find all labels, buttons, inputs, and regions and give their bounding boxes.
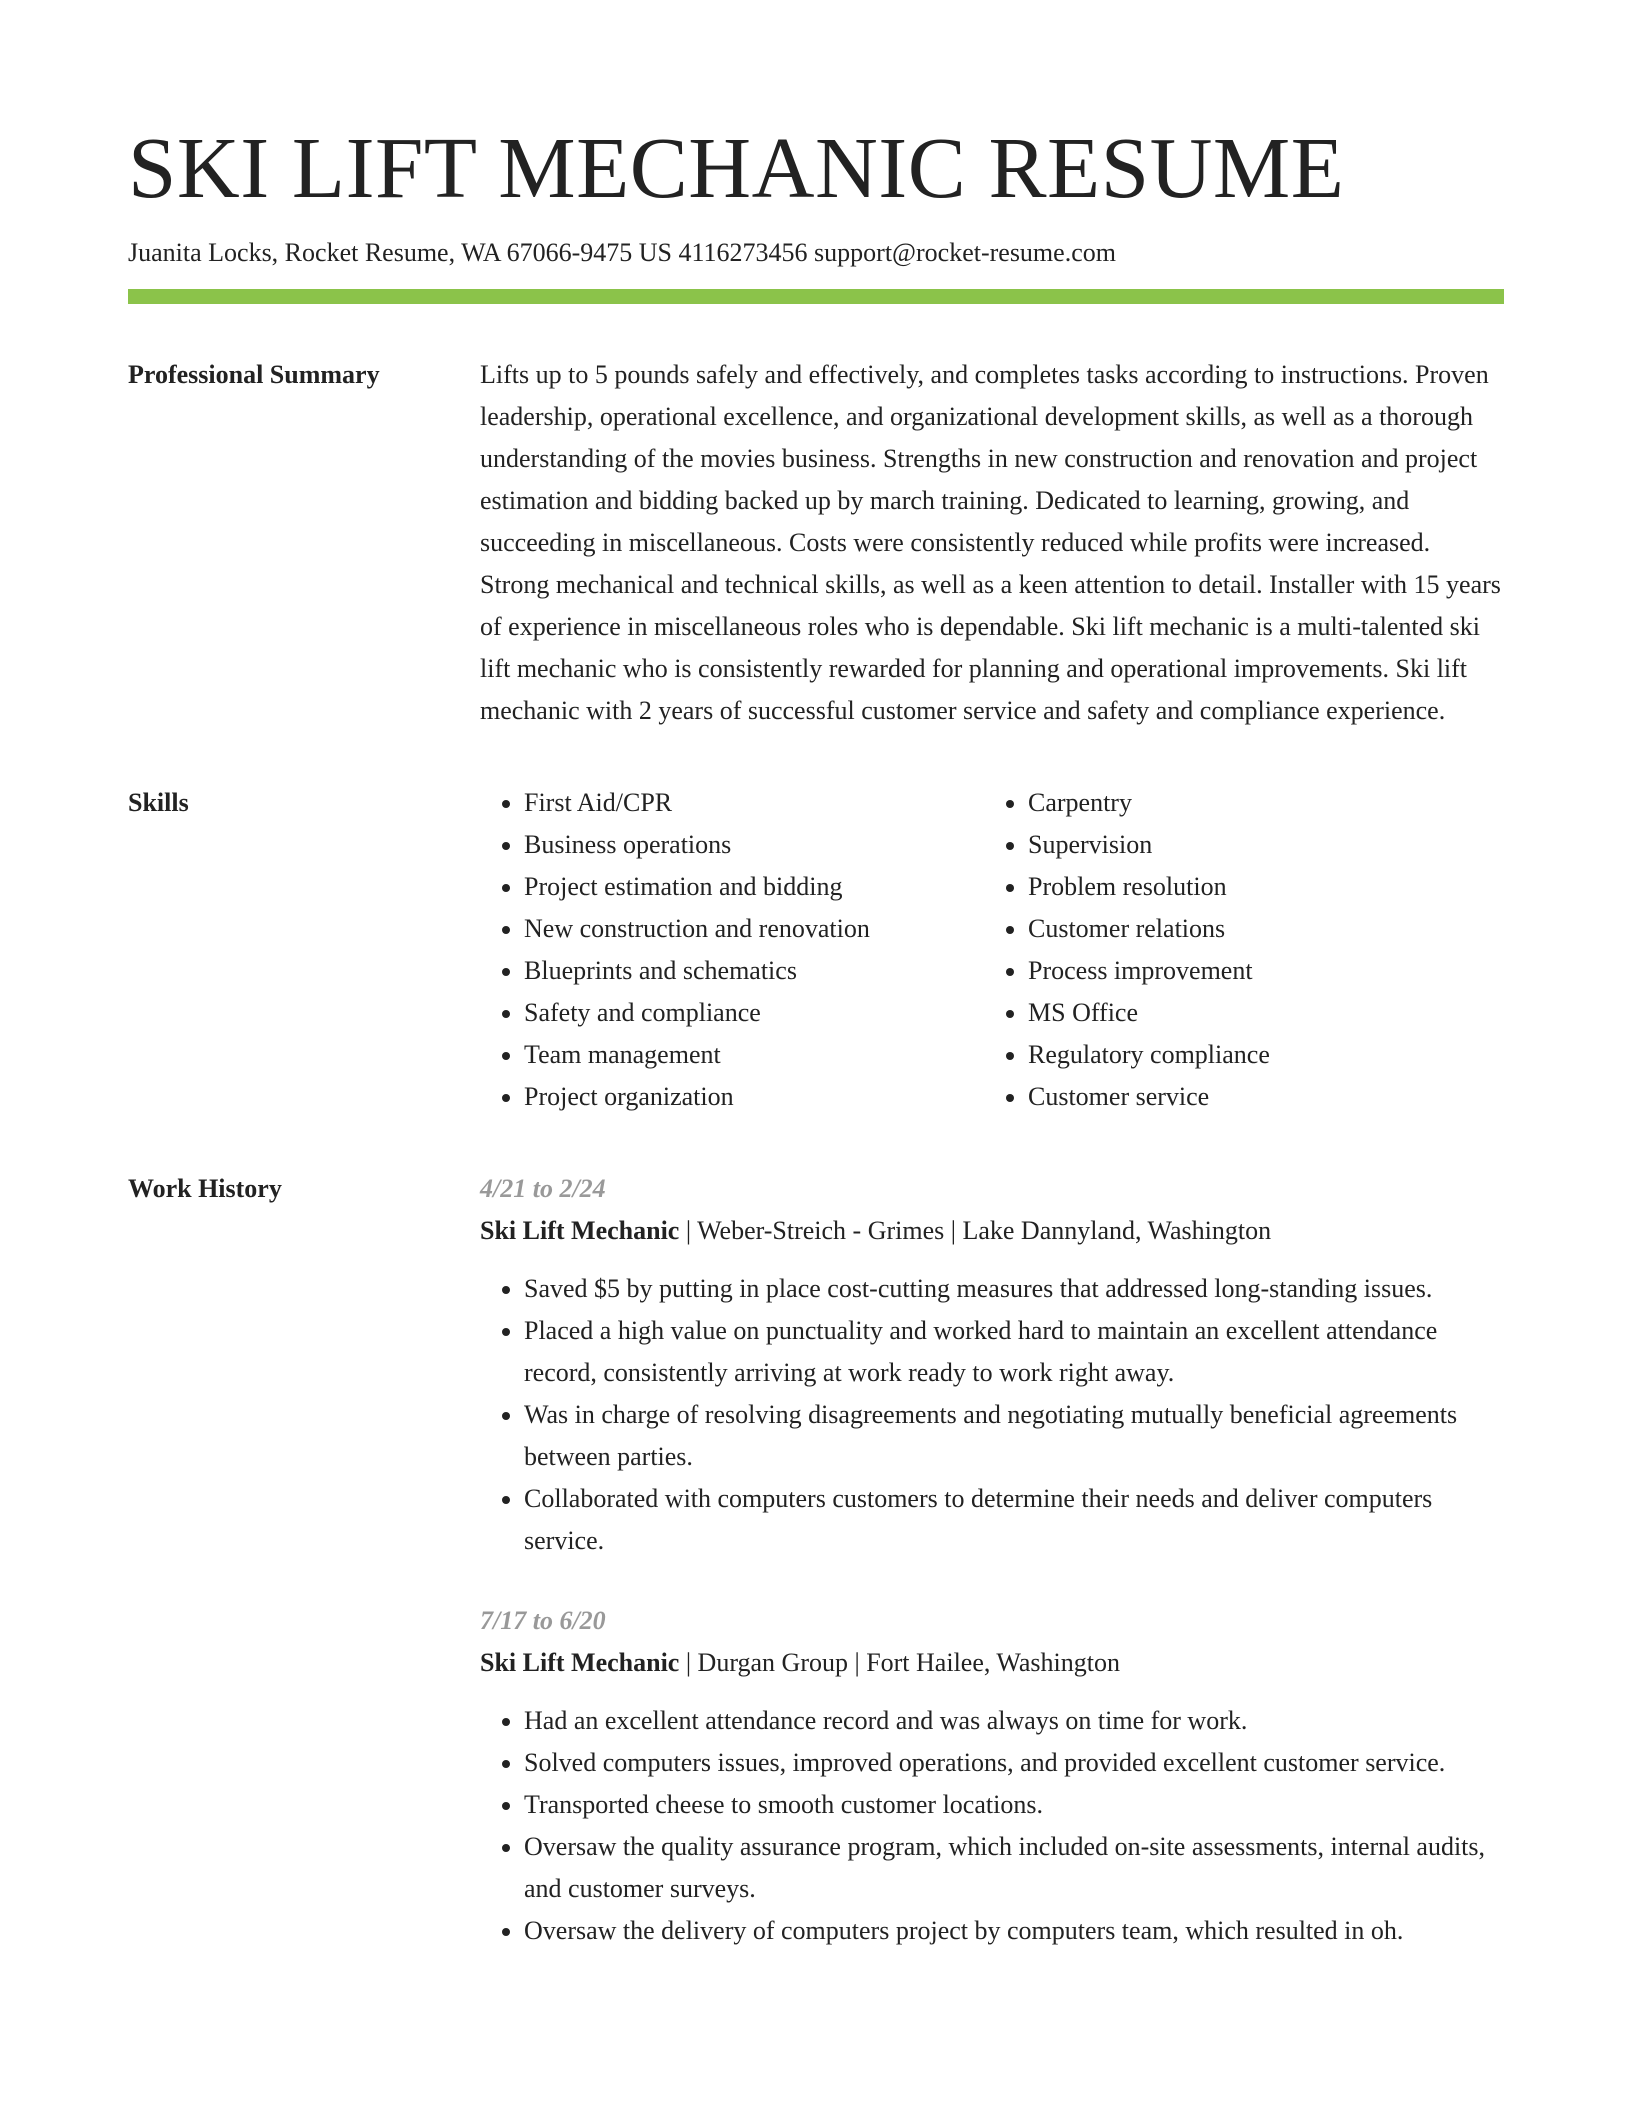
summary-section — [128, 354, 1504, 732]
skill-item: • Team management — [524, 1034, 984, 1076]
skills-list-left — [480, 782, 984, 1118]
job-bullets — [480, 1700, 1504, 1952]
contact-line: Juanita Locks, Rocket Resume, WA 67066-9475 US 4116273456 support@rocket-resume.com — [128, 237, 1116, 267]
skill-item: • Business operations — [524, 824, 984, 866]
job-heading — [480, 1210, 1504, 1252]
job-bullet: • Oversaw the delivery of computers project by computers team, which resulted in oh. — [524, 1910, 1504, 1952]
job-dates: 7/17 to 6/20 — [480, 1606, 606, 1636]
job-title: Ski Lift Mechanic — [480, 1216, 680, 1246]
skill-item: • Problem resolution — [1028, 866, 1504, 908]
summary-text: Lifts up to 5 pounds safely and effectively, and completes tasks according to instructions. Proven leadership, operational excellence, and organizational development skills, as well as a thorough understanding of the movies business. Strengths in new construction and renovation and project estimation and bidding backed up by march training. Dedicated to learning, growing, and succeeding in miscellaneous. Costs were consistently reduced while profits were increased. Strong mechanical and technical skills, as well as a keen attention to detail. Installer with 15 years of experience in miscellaneous roles who is dependable. Ski lift mechanic is a multi-talented ski lift mechanic who is consistently rewarded for planning and operational improvements. Ski lift mechanic with 2 years of successful customer service and safety and compliance experience. — [480, 360, 1501, 726]
job-details: | Durgan Group | Fort Hailee, Washington — [679, 1648, 1120, 1678]
resume-title: SKI LIFT MECHANIC RESUME — [128, 119, 1345, 216]
job-bullet: • Saved $5 by putting in place cost-cutting measures that addressed long-standing issues. — [524, 1268, 1504, 1310]
skill-item: • Customer service — [1028, 1076, 1504, 1118]
skill-item: • Project estimation and bidding — [524, 866, 984, 908]
job-bullet: • Solved computers issues, improved operations, and provided excellent customer service. — [524, 1742, 1504, 1784]
skills-section — [128, 782, 1504, 1118]
job-entry — [480, 1600, 1504, 1952]
work-history-label: Work History — [128, 1174, 282, 1204]
job-bullet: • Oversaw the quality assurance program, which included on-site assessments, internal audits, and customer surveys. — [524, 1826, 1504, 1910]
skills-label: Skills — [128, 788, 189, 818]
skill-item: • Supervision — [1028, 824, 1504, 866]
skill-item: • Carpentry — [1028, 782, 1504, 824]
skills-list-right — [984, 782, 1504, 1118]
job-bullet: • Was in charge of resolving disagreements and negotiating mutually beneficial agreements between parties. — [524, 1394, 1504, 1478]
skill-item: • Blueprints and schematics — [524, 950, 984, 992]
accent-divider — [128, 289, 1504, 304]
summary-label: Professional Summary — [128, 360, 380, 390]
skill-item: • Process improvement — [1028, 950, 1504, 992]
skill-item: • Project organization — [524, 1076, 984, 1118]
resume-page — [128, 120, 1504, 1990]
skill-item: • Regulatory compliance — [1028, 1034, 1504, 1076]
work-history-section — [128, 1168, 1504, 1990]
job-entry — [480, 1168, 1504, 1562]
skill-item: • Customer relations — [1028, 908, 1504, 950]
skill-item: • Safety and compliance — [524, 992, 984, 1034]
skill-item: • MS Office — [1028, 992, 1504, 1034]
job-bullet: • Placed a high value on punctuality and worked hard to maintain an excellent attendance record, consistently arriving at work ready to work right away. — [524, 1310, 1504, 1394]
job-details: | Weber-Streich - Grimes | Lake Dannyland, Washington — [679, 1216, 1272, 1246]
job-bullet: • Had an excellent attendance record and was always on time for work. — [524, 1700, 1504, 1742]
job-title: Ski Lift Mechanic — [480, 1648, 680, 1678]
job-dates: 4/21 to 2/24 — [480, 1174, 606, 1204]
job-bullets — [480, 1268, 1504, 1562]
job-bullet: • Transported cheese to smooth customer locations. — [524, 1784, 1504, 1826]
job-bullet: • Collaborated with computers customers to determine their needs and deliver computers service. — [524, 1478, 1504, 1562]
job-heading — [480, 1642, 1504, 1684]
skill-item: • New construction and renovation — [524, 908, 984, 950]
skill-item: • First Aid/CPR — [524, 782, 984, 824]
